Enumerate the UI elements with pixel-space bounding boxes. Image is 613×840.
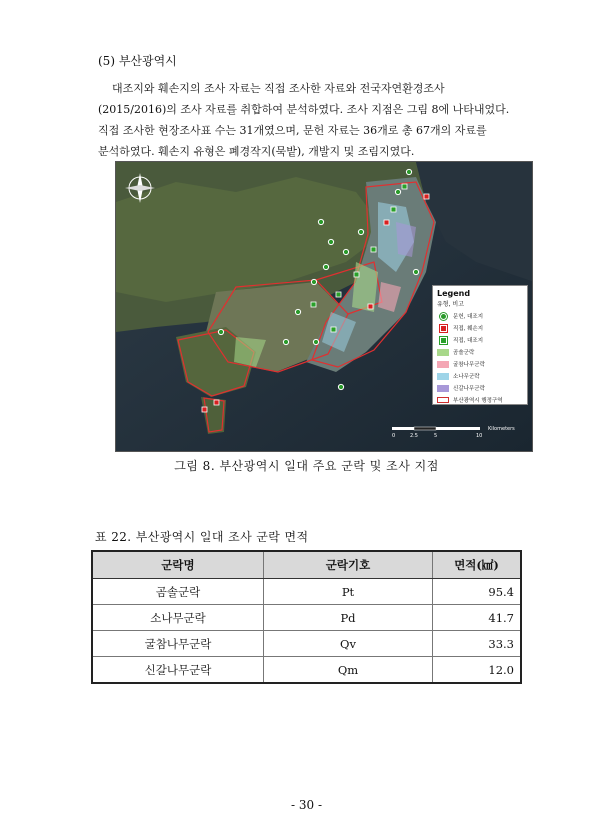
fill-swatch-icon xyxy=(437,373,449,380)
legend-title: Legend xyxy=(437,289,471,298)
green-circle-icon xyxy=(437,313,449,320)
legend-item-label: 굴참나무군락 xyxy=(453,362,485,368)
table-cell: 소나무군락 xyxy=(92,605,264,631)
legend-item-label: 곰솔군락 xyxy=(453,350,475,356)
scale-tick: 5 xyxy=(434,433,438,439)
legend-item xyxy=(437,334,523,346)
scale-unit: Kilometers xyxy=(488,426,515,432)
table-cell: Pd xyxy=(264,605,433,631)
table-cell: 12.0 xyxy=(433,657,522,684)
legend-subtitle: 유형, 비고 xyxy=(437,301,464,308)
community-area-table xyxy=(91,550,522,684)
column-header: 면적(㎢) xyxy=(433,551,522,579)
figure-caption: 그림 8. 부산광역시 일대 주요 군락 및 조사 지점 xyxy=(174,459,439,473)
column-header: 군락명 xyxy=(92,551,264,579)
paragraph-line: 대조지와 훼손지의 조사 자료는 직접 조사한 자료와 전국자연환경조사 xyxy=(112,82,445,95)
table-header-row xyxy=(92,551,521,579)
scale-tick: 0 xyxy=(392,433,396,439)
legend-item xyxy=(437,310,523,322)
table-cell: 41.7 xyxy=(433,605,522,631)
compass-rose-icon xyxy=(122,170,158,206)
outline-swatch-icon xyxy=(437,397,449,403)
paragraph-line: 직접 조사한 현장조사표 수는 31개였으며, 문헌 자료는 36개로 총 67개의 자료를 xyxy=(98,124,487,137)
fill-swatch-icon xyxy=(437,361,449,368)
table-row xyxy=(92,631,521,657)
legend-item xyxy=(437,322,523,334)
green-square-icon xyxy=(437,337,449,344)
table-cell: Qv xyxy=(264,631,433,657)
column-header: 군락기호 xyxy=(264,551,433,579)
scale-bar xyxy=(388,424,528,440)
page-number: - 30 - xyxy=(290,798,322,812)
legend-item xyxy=(437,370,523,382)
table-cell: 굴참나무군락 xyxy=(92,631,264,657)
fill-swatch-icon xyxy=(437,385,449,392)
map-figure xyxy=(115,161,533,452)
table-row xyxy=(92,579,521,605)
scale-tick: 2.5 xyxy=(410,433,418,439)
section-heading: (5) 부산광역시 xyxy=(98,54,177,68)
paragraph-line: (2015/2016)의 조사 자료를 취합하여 분석하였다. 조사 지점은 그림 8에 나타내었다. xyxy=(98,103,510,116)
legend-item xyxy=(437,358,523,370)
legend-item xyxy=(437,394,523,406)
legend-item xyxy=(437,382,523,394)
paragraph-line: 분석하였다. 훼손지 유형은 폐경작지(묵밭), 개발지 및 조림지였다. xyxy=(98,145,415,158)
red-square-icon xyxy=(437,325,449,332)
table-cell: Qm xyxy=(264,657,433,684)
table-cell: Pt xyxy=(264,579,433,605)
body-paragraph xyxy=(98,78,530,162)
legend-item xyxy=(437,346,523,358)
map-legend xyxy=(432,285,528,405)
fill-swatch-icon xyxy=(437,349,449,356)
legend-item-label: 부산광역시 행정구역 xyxy=(453,398,503,404)
legend-item-label: 신갈나무군락 xyxy=(453,386,485,392)
scale-tick: 10 xyxy=(476,433,483,439)
legend-item-label: 직접, 대조지 xyxy=(453,338,484,344)
table-cell: 곰솔군락 xyxy=(92,579,264,605)
table-cell: 95.4 xyxy=(433,579,522,605)
legend-item-label: 직접, 훼손지 xyxy=(453,326,484,332)
table-cell: 신갈나무군락 xyxy=(92,657,264,684)
legend-item-label: 문헌, 대조지 xyxy=(453,314,484,320)
legend-item-label: 소나무군락 xyxy=(453,374,480,380)
table-row xyxy=(92,657,521,684)
table-title: 표 22. 부산광역시 일대 조사 군락 면적 xyxy=(95,530,309,544)
table-row xyxy=(92,605,521,631)
table-cell: 33.3 xyxy=(433,631,522,657)
